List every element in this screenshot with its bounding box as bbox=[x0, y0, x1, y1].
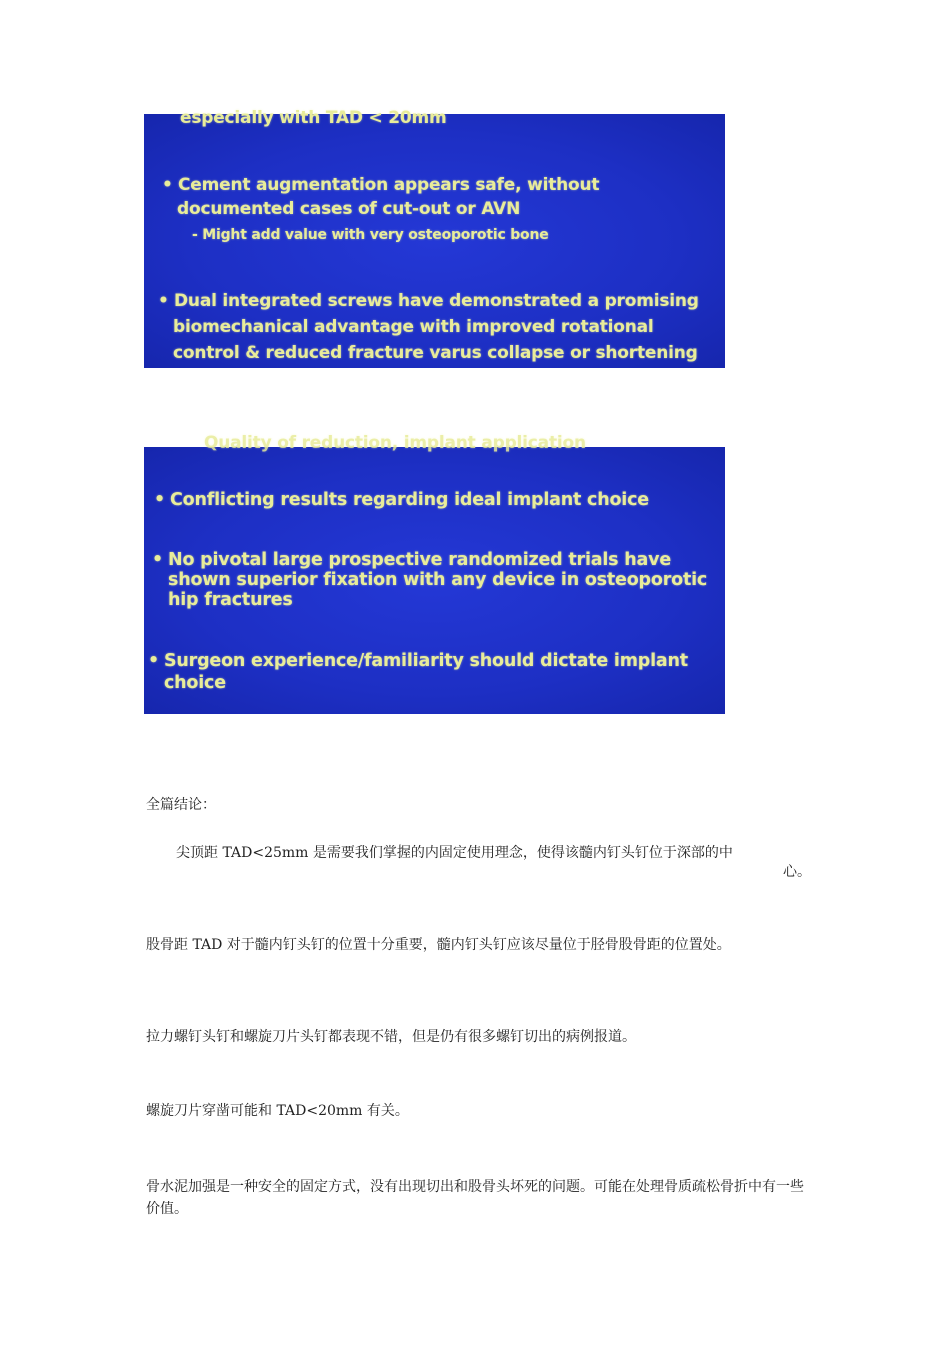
slide2-bullet3-line2: choice bbox=[164, 673, 226, 693]
slide1-sub-bullet: - Might add value with very osteoporotic bone bbox=[192, 227, 549, 243]
slide1-bullet2-line3: control & reduced fracture varus collapse or shortening bbox=[173, 343, 698, 363]
slide1-bullet1-line1 bbox=[162, 175, 599, 195]
slide1-bullet2-text1: Dual integrated screws have demonstrated a promising bbox=[174, 291, 699, 311]
slide2-top-line: Quality of reduction, implant application bbox=[204, 433, 586, 453]
bullet-icon: • bbox=[162, 175, 173, 195]
bullet-icon: • bbox=[152, 550, 163, 570]
paragraph-4: 螺旋刀片穿凿可能和 TAD<20mm 有关。 bbox=[146, 1103, 409, 1119]
slide2-bullet1-text: Conflicting results regarding ideal implant choice bbox=[170, 490, 649, 510]
slide2-bullet1 bbox=[154, 490, 649, 510]
slide2-bullet2-text1: No pivotal large prospective randomized trials have bbox=[168, 550, 672, 570]
slide2-bullet2-line3: hip fractures bbox=[168, 590, 293, 610]
paragraph-1: 尖顶距 TAD<25mm 是需要我们掌握的内固定使用理念，使得该髓内钉头钉位于深部的中 bbox=[176, 845, 733, 861]
slide1-bullet1-text1: Cement augmentation appears safe, without bbox=[178, 175, 600, 195]
slide2-bullet2-line1 bbox=[152, 550, 671, 570]
slide-image-1 bbox=[144, 108, 725, 368]
slide1-bullet2-line1 bbox=[158, 291, 699, 311]
bullet-icon: • bbox=[158, 291, 169, 311]
slide2-bullet3-text1: Surgeon experience/familiarity should dictate implant bbox=[164, 651, 688, 671]
paragraph-3: 拉力螺钉头钉和螺旋刀片头钉都表现不错，但是仍有很多螺钉切出的病例报道。 bbox=[146, 1029, 636, 1045]
slide1-top-line: especially with TAD < 20mm bbox=[180, 108, 447, 128]
slide-image-2 bbox=[144, 433, 725, 714]
slide1-bullet1-line2: documented cases of cut-out or AVN bbox=[177, 199, 521, 219]
bullet-icon: • bbox=[148, 651, 159, 671]
paragraph-1-tail: 心。 bbox=[783, 864, 811, 880]
paragraph-5: 骨水泥加强是一种安全的固定方式，没有出现切出和股骨头坏死的问题。可能在处理骨质疏松骨折中有一些价值。 bbox=[146, 1179, 804, 1217]
conclusion-heading: 全篇结论： bbox=[146, 797, 216, 813]
bullet-icon: • bbox=[154, 490, 165, 510]
slide2-bullet2-line2: shown superior fixation with any device in osteoporotic bbox=[168, 570, 708, 590]
slide2-bullet3-line1 bbox=[148, 651, 688, 671]
paragraph-2: 股骨距 TAD 对于髓内钉头钉的位置十分重要，髓内钉头钉应该尽量位于胫骨股骨距的位置处。 bbox=[146, 937, 731, 953]
slide1-bullet2-line2: biomechanical advantage with improved rotational bbox=[173, 317, 654, 337]
